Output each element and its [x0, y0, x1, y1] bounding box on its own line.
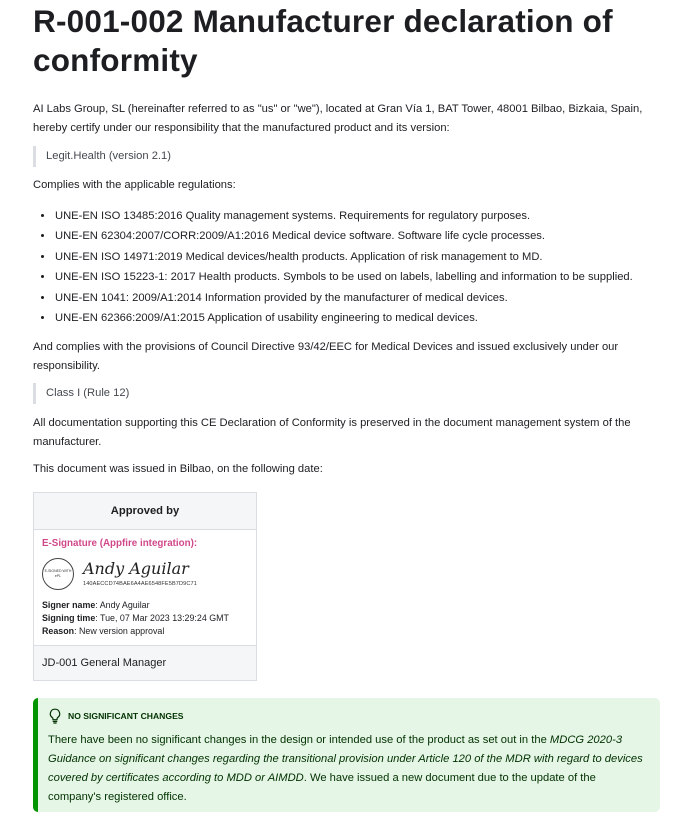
- mdcg-reference: MDCG 2020-3 Guidance on significant changes regarding the transitional provision under Article 120 of the MDR with regard to devices covered by certificates according to MDD or AIMDD: [48, 734, 643, 784]
- signing-time-value: : Tue, 07 Mar 2023 13:29:24 GMT: [95, 612, 229, 623]
- list-item: • UNE-EN 1041: 2009/A1:2014 Information provided by the manufacturer of medical devices.: [54, 288, 658, 309]
- reason-label: Reason: [42, 625, 75, 636]
- approval-header: Approved by: [34, 492, 257, 529]
- signature-meta: [42, 599, 248, 639]
- esign-stamp-icon: [42, 558, 74, 590]
- signing-time-label: Signing time: [42, 612, 96, 623]
- signer-line: [42, 599, 248, 612]
- admonition-text: There have been no significant changes in the design or intended use of the product as set out in the: [48, 734, 550, 746]
- admonition-body: [48, 731, 647, 807]
- admonition-heading-row: [48, 708, 647, 724]
- reason-value: : New version approval: [74, 625, 165, 636]
- signing-time-line: [42, 612, 248, 625]
- lightbulb-icon: [48, 708, 62, 724]
- esignature-title: E-Signature (Appfire integration):: [42, 537, 198, 549]
- admonition-text-end: . We have issued a new document due to the update of the company's registered office.: [48, 772, 596, 803]
- signature-row: [42, 558, 248, 590]
- list-item: • UNE-EN 62304:2007/CORR:2009/A1:2016 Medical device software. Software life cycle processes.: [54, 226, 658, 247]
- list-item: • UNE-EN ISO 15223-1: 2017 Health products. Symbols to be used on labels, labelling and information to be supplied.: [54, 267, 658, 288]
- approval-table: [33, 492, 257, 682]
- regulations-list: [33, 206, 658, 330]
- signature-block: [83, 560, 197, 587]
- page-title: R-001-002 Manufacturer declaration of conformity: [33, 3, 613, 78]
- handwritten-signature: Andy Aguilar: [83, 559, 189, 579]
- list-item: • UNE-EN ISO 14971:2019 Medical devices/health products. Application of risk management to MD.: [54, 247, 658, 268]
- directive-paragraph: And complies with the provisions of Council Directive 93/42/EEC for Medical Devices and issued exclusively under our responsibility.: [33, 341, 619, 372]
- signature-cell: [34, 529, 257, 646]
- approver-role: JD-001 General Manager: [34, 646, 257, 681]
- list-item: • UNE-EN 62366:2009/A1:2015 Application of usability engineering to medical devices.: [54, 308, 658, 329]
- stamp-sub: ePL: [54, 573, 62, 578]
- no-changes-admonition: [33, 698, 660, 812]
- documentation-paragraph: All documentation supporting this CE Declaration of Conformity is preserved in the document management system of the manufacturer.: [33, 417, 631, 448]
- product-quote: Legit.Health (version 2.1): [33, 146, 658, 167]
- class-quote: Class I (Rule 12): [33, 383, 658, 404]
- reason-line: [42, 625, 248, 638]
- signer-value: : Andy Aguilar: [95, 599, 150, 610]
- stamp-text: E-SIGNED WITH: [44, 568, 72, 573]
- list-item: • UNE-EN ISO 13485:2016 Quality management systems. Requirements for regulatory purposes.: [54, 206, 658, 227]
- admonition-heading: NO SIGNIFICANT CHANGES: [68, 711, 184, 721]
- signer-label: Signer name: [42, 599, 96, 610]
- signature-hash: 140AECCD74BAE6A4AE6548FE5B7D9C71: [83, 581, 197, 588]
- intro-paragraph: AI Labs Group, SL (hereinafter referred to as "us" or "we"), located at Gran Vía 1, BAT Tower, 48001 Bilbao, Bizkaia, Spain, hereby certify under our responsibility that the manufactured product and its version:: [33, 103, 643, 134]
- issued-paragraph: This document was issued in Bilbao, on the following date:: [33, 463, 323, 476]
- applies-intro: Complies with the applicable regulations:: [33, 179, 236, 191]
